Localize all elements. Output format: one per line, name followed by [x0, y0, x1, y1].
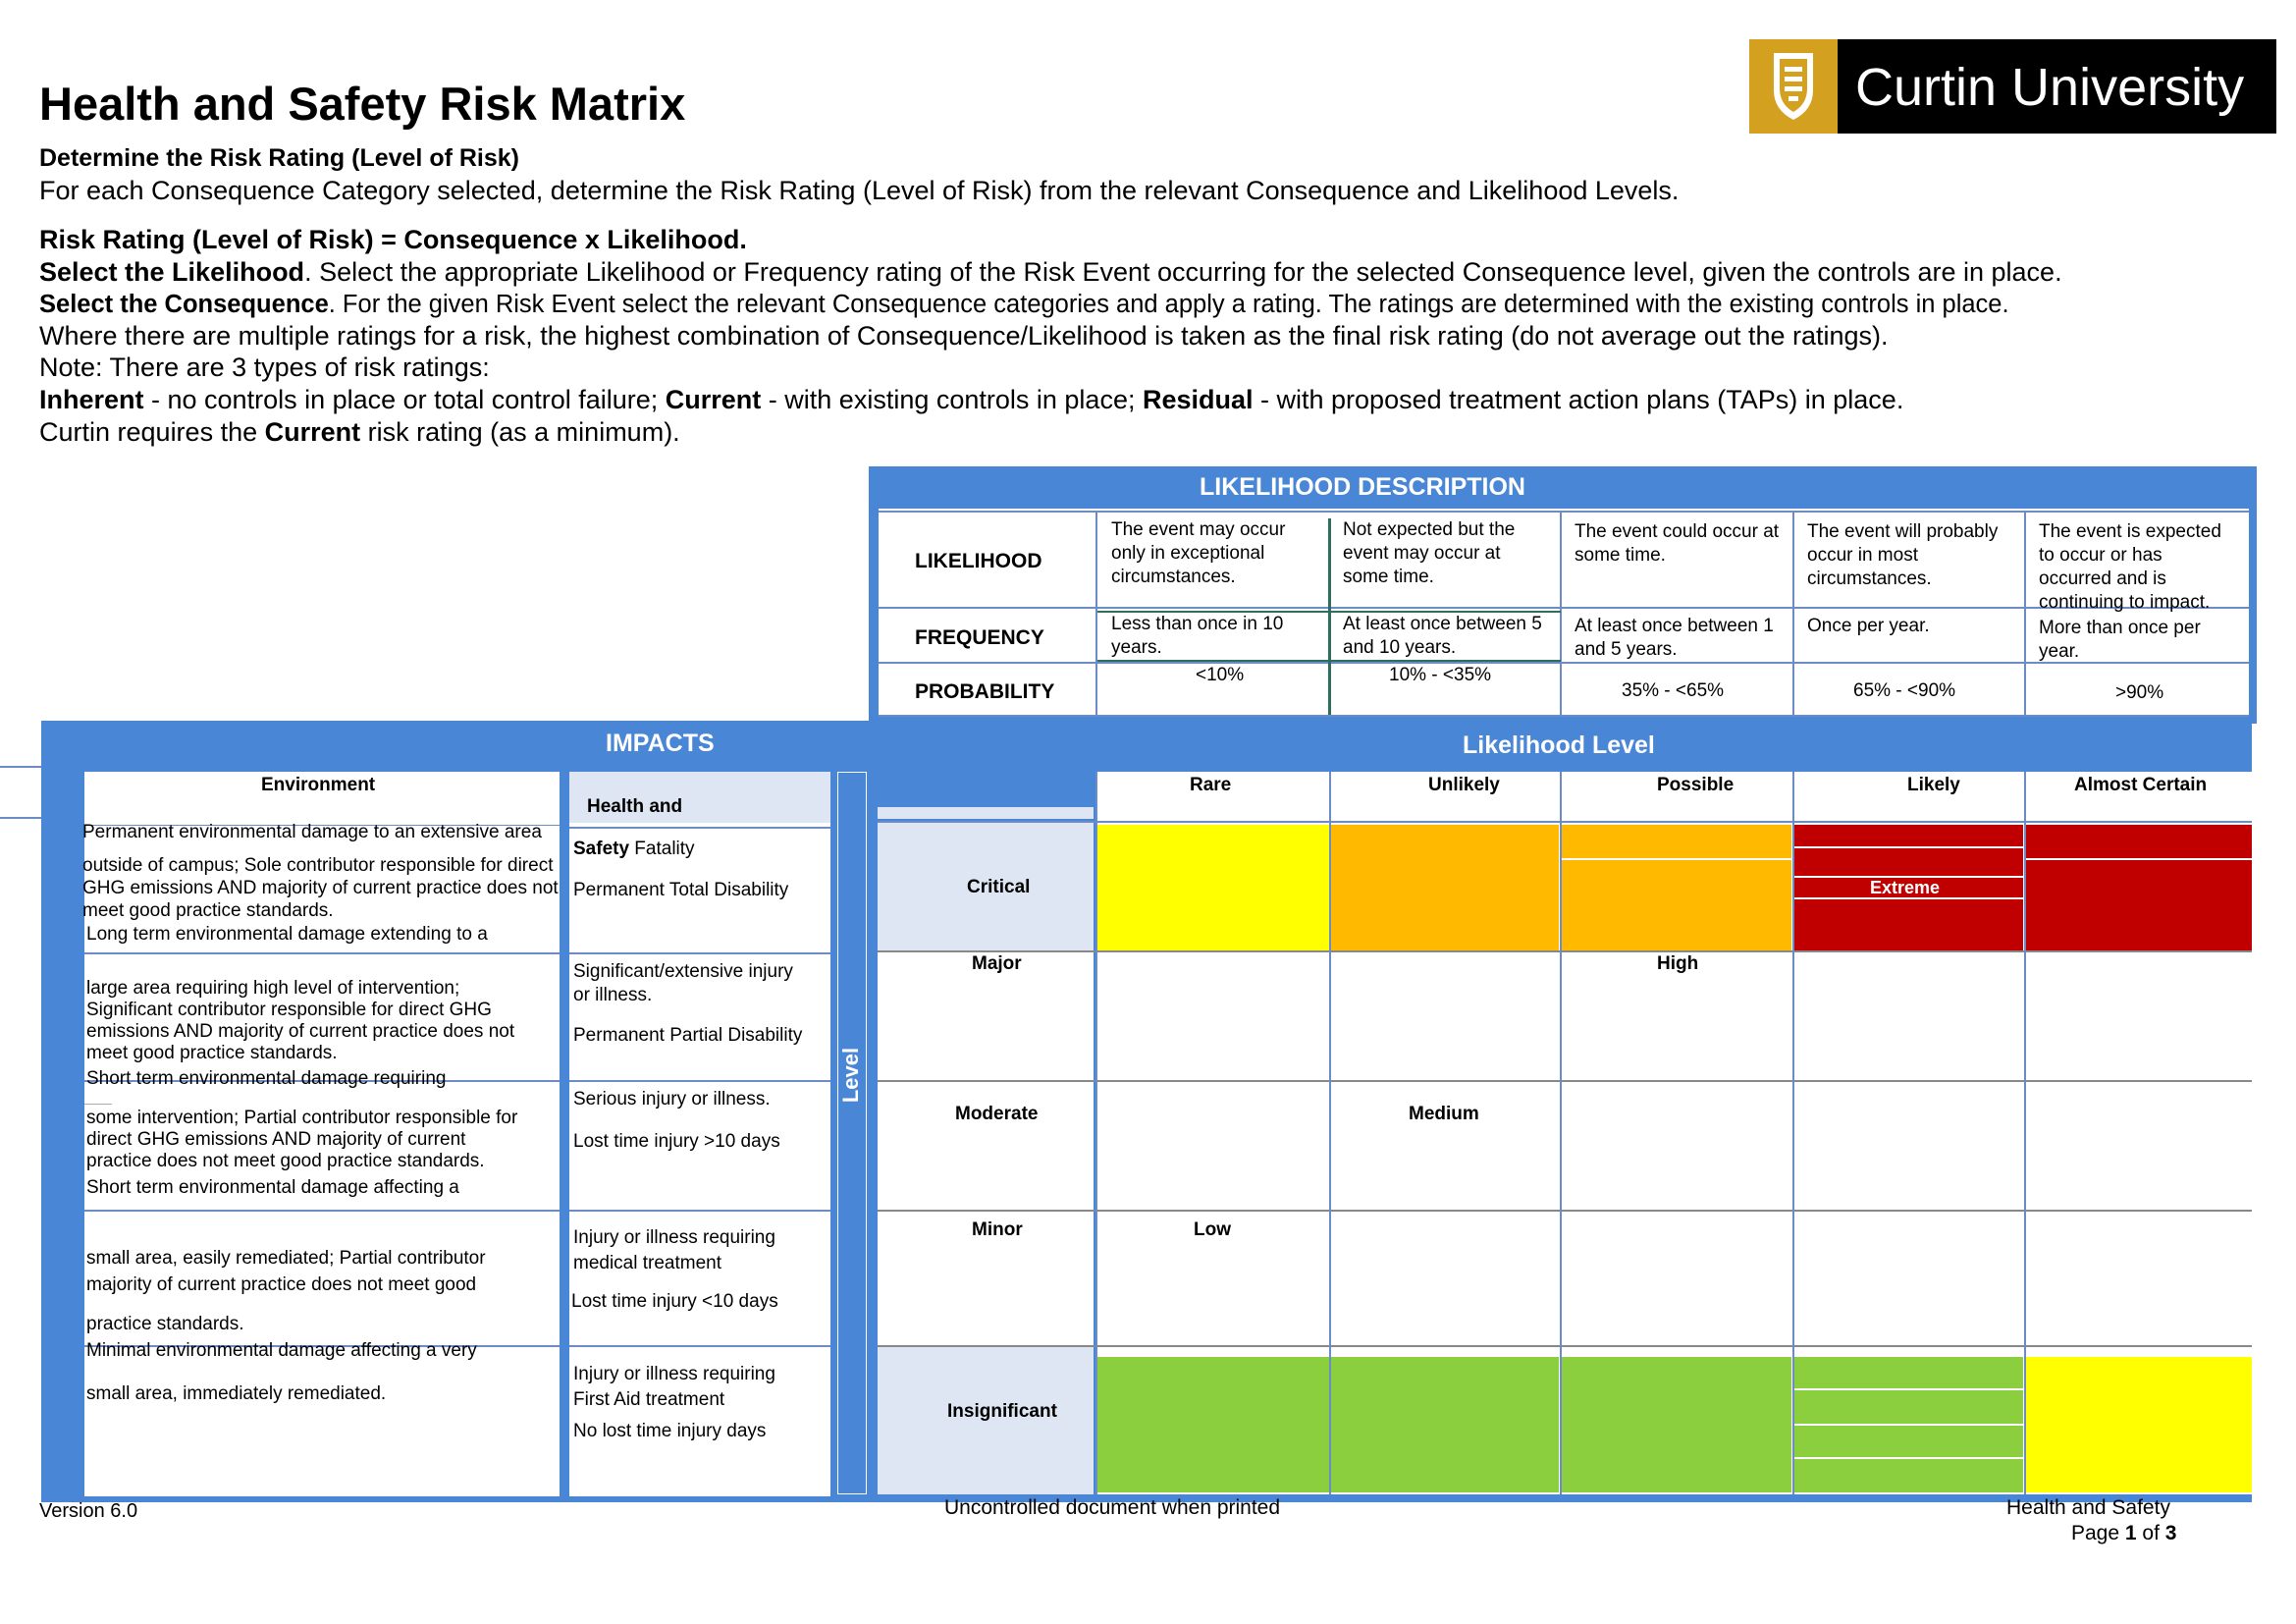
curtin-logo: [1749, 39, 2276, 134]
env-insignificant-line2: small area, immediately remediated.: [86, 1383, 387, 1404]
intro-select-consequence: Select the Consequence. For the given Risk Event select the relevant Consequence categories and apply a rating. The ratings are determined with the existing controls in place.: [39, 291, 2009, 318]
environment-header: Environment: [261, 775, 376, 795]
health-moderate-injury: Serious injury or illness.: [573, 1089, 771, 1110]
probability-row-label: PROBABILITY: [915, 680, 1055, 703]
env-minor-line1: Short term environmental damage affecting a: [86, 1177, 459, 1198]
likelihood-level-likely: Likely: [1907, 775, 1960, 795]
health-critical-disability: Permanent Total Disability: [573, 880, 789, 900]
intro-multiple: Where there are multiple ratings for a risk, the highest combination of Consequence/Likelihood is taken as the final risk rating (do not average out the ratings).: [39, 321, 1889, 351]
consequence-insignificant: Insignificant: [947, 1401, 1057, 1422]
risk-cell-insignificant-possible: [1562, 1357, 1791, 1492]
likelihood-desc-rare: The event may occur only in exceptional circumstances.: [1111, 519, 1286, 587]
frequency-almost-certain: More than once per year.: [2039, 618, 2201, 662]
env-critical-text: outside of campus; Sole contributor responsible for direct GHG emissions AND majority of current practice does not meet good practice standards.: [82, 855, 559, 921]
logo-text: Curtin University: [1855, 58, 2245, 117]
risk-cell-critical-possible: [1562, 825, 1791, 950]
env-minor-line2: small area, easily remediated; Partial contributor: [86, 1248, 486, 1269]
risk-cell-critical-almost-certain: [2026, 825, 2252, 950]
probability-rare: <10%: [1196, 665, 1245, 685]
risk-cell-insignificant-almost-certain: [2026, 1357, 2252, 1492]
impacts-header: IMPACTS: [606, 730, 715, 757]
health-minor-lost-time: Lost time injury <10 days: [571, 1291, 778, 1312]
intro-line1: For each Consequence Category selected, determine the Risk Rating (Level of Risk) from the relevant Consequence and Likelihood Levels.: [39, 176, 1680, 205]
health-major-disability: Permanent Partial Disability: [573, 1025, 803, 1046]
intro-rating-types: Inherent - no controls in place or total control failure; Current - with existing controls in place; Residual - with proposed treatment action plans (TAPs) in place.: [39, 385, 1904, 414]
consequence-moderate: Moderate: [955, 1104, 1039, 1124]
env-moderate-line1: Short term environmental damage requiring: [86, 1068, 447, 1089]
health-moderate-lost-time: Lost time injury >10 days: [573, 1131, 780, 1152]
likelihood-level-header: Likelihood Level: [1463, 731, 1655, 759]
rating-high-label: High: [1657, 953, 1699, 974]
risk-cell-critical-rare: [1097, 825, 1329, 950]
risk-cell-insignificant-rare: [1097, 1357, 1329, 1492]
footer-uncontrolled: Uncontrolled document when printed: [944, 1496, 1281, 1519]
frequency-row-label: FREQUENCY: [915, 626, 1044, 649]
env-minor-line4: practice standards.: [86, 1314, 244, 1334]
likelihood-level-possible: Possible: [1657, 775, 1735, 795]
likelihood-desc-possible: The event could occur at some time.: [1575, 521, 1780, 566]
risk-cell-critical-unlikely: [1331, 825, 1559, 950]
level-vertical-label: Level: [838, 1047, 863, 1104]
intro-note: Note: There are 3 types of risk ratings:: [39, 352, 490, 382]
likelihood-description-header: LIKELIHOOD DESCRIPTION: [1200, 473, 1525, 501]
likelihood-level-almost-certain: Almost Certain: [2074, 775, 2208, 795]
health-critical-fatality: Safety Fatality: [573, 839, 695, 859]
env-moderate-text: some intervention; Partial contributor responsible for direct GHG emissions AND majority of current practice does not meet good practice standards.: [86, 1108, 518, 1171]
frequency-rare: Less than once in 10 years.: [1111, 614, 1284, 658]
frequency-unlikely: At least once between 5 and 10 years.: [1343, 614, 1542, 658]
probability-unlikely: 10% - <35%: [1389, 665, 1492, 685]
frequency-possible: At least once between 1 and 5 years.: [1575, 616, 1774, 660]
consequence-critical: Critical: [967, 877, 1031, 897]
footer-department: Health and Safety: [2006, 1496, 2170, 1519]
health-insignificant-injury: Injury or illness requiring First Aid treatment: [573, 1364, 775, 1410]
intro-curtin-requires: Curtin requires the Current risk rating (as a minimum).: [39, 417, 680, 447]
frequency-likely: Once per year.: [1807, 616, 1930, 636]
likelihood-row-label: LIKELIHOOD: [915, 550, 1042, 572]
rating-extreme-label: Extreme: [1870, 878, 1941, 897]
likelihood-desc-almost-certain: The event is expected to occur or has occurred and is continuing to impact.: [2039, 521, 2221, 613]
likelihood-level-unlikely: Unlikely: [1428, 775, 1500, 795]
env-critical-line1: Permanent environmental damage to an extensive area: [82, 822, 542, 842]
env-minor-line3: majority of current practice does not meet good: [86, 1274, 477, 1295]
health-insignificant-lost-time: No lost time injury days: [573, 1421, 767, 1441]
health-major-injury: Significant/extensive injury or illness.: [573, 961, 793, 1005]
rating-medium-label: Medium: [1409, 1104, 1479, 1124]
rating-low-label: Low: [1194, 1219, 1231, 1240]
likelihood-desc-unlikely: Not expected but the event may occur at some time.: [1343, 519, 1516, 587]
risk-cell-insignificant-unlikely: [1331, 1357, 1559, 1492]
logo-crest-icon: [1749, 39, 1838, 134]
probability-almost-certain: >90%: [2115, 682, 2164, 703]
likelihood-desc-likely: The event will probably occur in most circumstances.: [1807, 521, 1999, 589]
likelihood-level-rare: Rare: [1190, 775, 1232, 795]
intro-formula: Risk Rating (Level of Risk) = Consequence x Likelihood.: [39, 225, 747, 254]
env-major-text: large area requiring high level of intervention; Significant contributor responsible for direct GHG emissions AND majority of current practice does not meet good practice standards.: [86, 978, 515, 1063]
probability-likely: 65% - <90%: [1853, 680, 1956, 701]
env-major-line1: Long term environmental damage extending to a: [86, 924, 488, 945]
footer-version: Version 6.0: [39, 1500, 138, 1522]
intro-select-likelihood: Select the Likelihood. Select the appropriate Likelihood or Frequency rating of the Risk Event occurring for the selected Consequence level, given the controls are in place.: [39, 257, 2062, 287]
env-insignificant-line1: Minimal environmental damage affecting a very: [86, 1340, 477, 1361]
health-minor-injury: Injury or illness requiring medical treatment: [573, 1227, 775, 1273]
probability-possible: 35% - <65%: [1622, 680, 1725, 701]
footer-page-number: Page 1 of 3: [2071, 1522, 2177, 1544]
page-title: Health and Safety Risk Matrix: [39, 78, 686, 130]
consequence-minor: Minor: [972, 1219, 1023, 1240]
health-header: Health and: [587, 796, 683, 817]
intro-heading: Determine the Risk Rating (Level of Risk): [39, 144, 520, 172]
consequence-major: Major: [972, 953, 1022, 974]
